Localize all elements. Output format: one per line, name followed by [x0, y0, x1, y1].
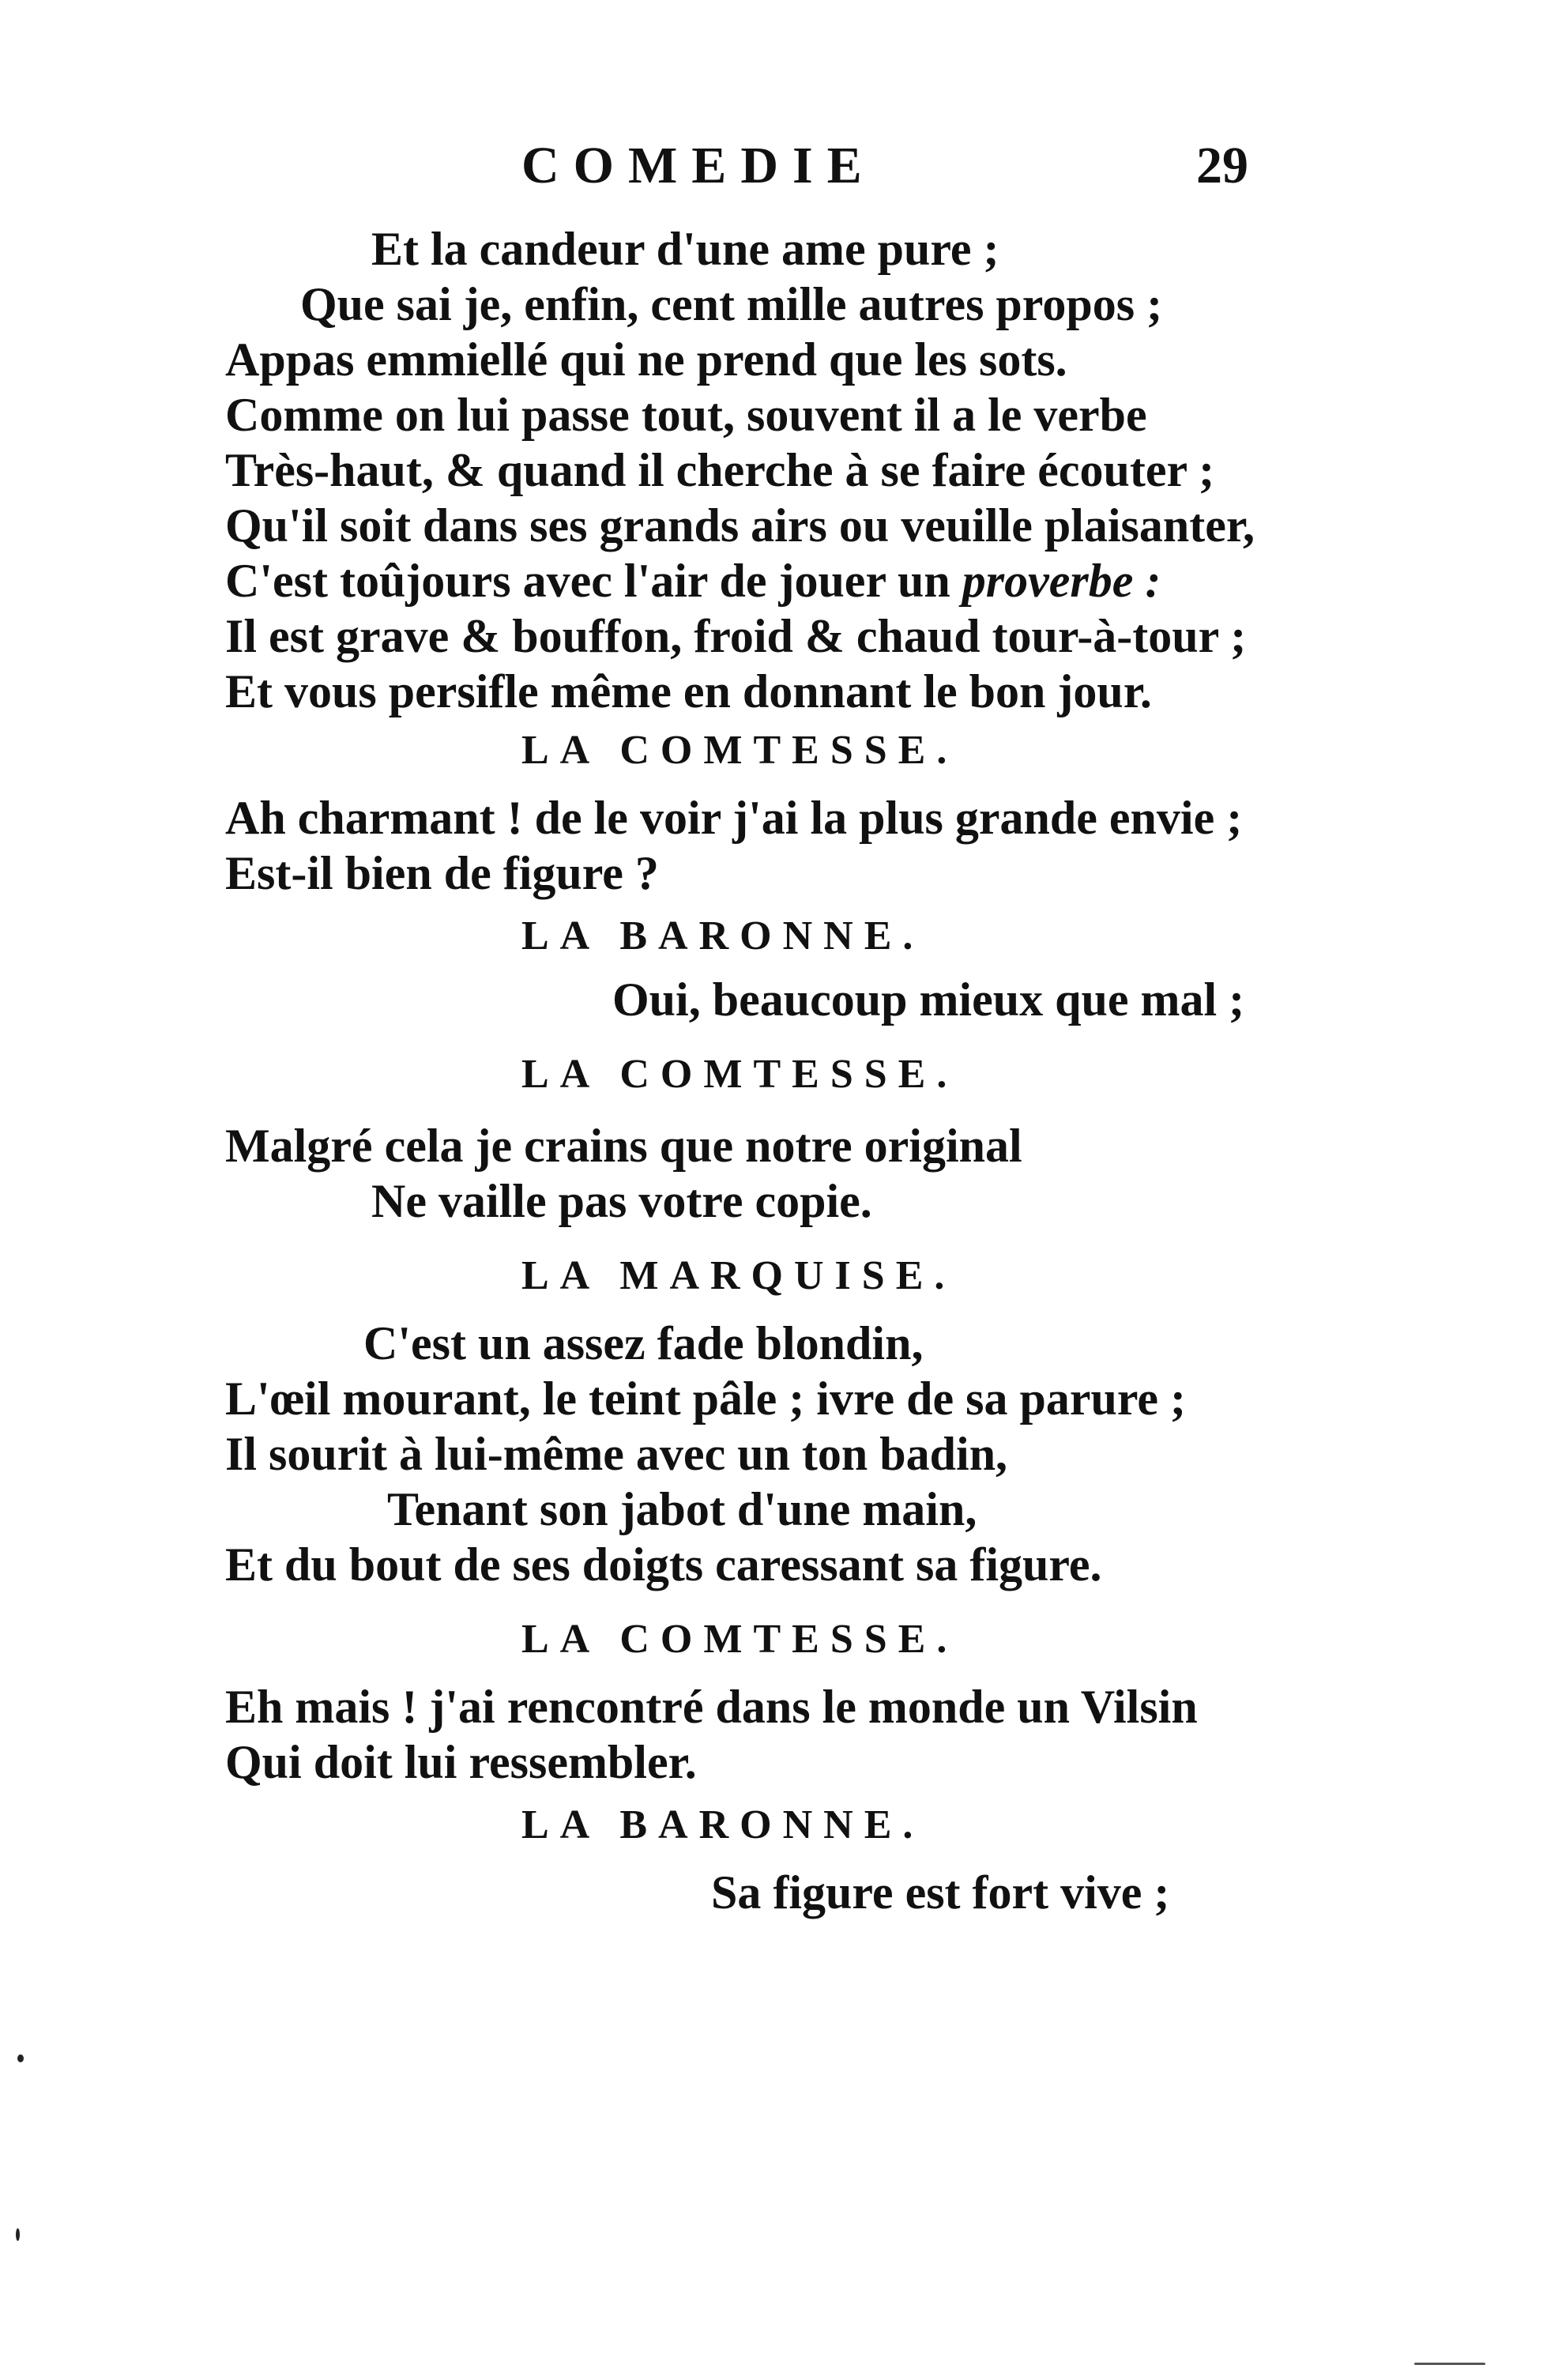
dialogue-line: L'œil mourant, le teint pâle ; ivre de sa parure ;	[225, 1373, 1186, 1425]
dialogue-line: Et du bout de ses doigts caressant sa figure.	[225, 1538, 1102, 1591]
ink-speck	[1414, 2363, 1485, 2365]
page-header	[490, 130, 1256, 201]
speaker-heading: LA COMTESSE.	[521, 1052, 958, 1097]
verse-line: Appas emmiellé qui ne prend que les sots.	[225, 333, 1067, 386]
dialogue-line: Malgré cela je crains que notre original	[225, 1120, 1022, 1172]
dialogue-line: Eh mais ! j'ai rencontré dans le monde un Vilsin	[225, 1681, 1198, 1733]
verse-line-italic: proverbe :	[962, 555, 1161, 607]
running-title: COMEDIE	[521, 137, 876, 194]
dialogue-line: Ah charmant ! de le voir j'ai la plus grande envie ;	[225, 792, 1243, 844]
verse-line-text: C'est toûjours avec l'air de jouer un	[225, 555, 962, 607]
verse-line: Et vous persifle même en donnant le bon jour.	[225, 665, 1152, 717]
dialogue-line: Est-il bien de figure ?	[225, 847, 659, 899]
dialogue-line: Qui doit lui ressembler.	[225, 1736, 697, 1788]
dialogue-line: Sa figure est fort vive ;	[711, 1866, 1170, 1919]
speaker-heading: LA COMTESSE.	[521, 1617, 958, 1662]
ink-speck	[16, 2228, 20, 2241]
dialogue-line: Oui, beaucoup mieux que mal ;	[612, 973, 1245, 1026]
verse-line: Très-haut, & quand il cherche à se faire écouter ;	[225, 444, 1215, 496]
speaker-heading: LA BARONNE.	[521, 913, 924, 958]
verse-line	[225, 553, 1161, 608]
verse-line: Qu'il soit dans ses grands airs ou veuille plaisanter,	[225, 499, 1255, 552]
dialogue-line: Il sourit à lui-même avec un ton badin,	[225, 1428, 1008, 1480]
speaker-heading: LA COMTESSE.	[521, 728, 958, 773]
dialogue-line: Ne vaille pas votre copie.	[371, 1175, 872, 1227]
verse-line: Que sai je, enfin, cent mille autres propos ;	[300, 278, 1163, 330]
verse-line: Il est grave & bouffon, froid & chaud tour-à-tour ;	[225, 610, 1247, 662]
ink-speck	[17, 2054, 24, 2062]
verse-line: Comme on lui passe tout, souvent il a le verbe	[225, 389, 1147, 441]
speaker-heading: LA MARQUISE.	[521, 1253, 956, 1298]
dialogue-line: C'est un assez fade blondin,	[363, 1317, 924, 1369]
speaker-heading: LA BARONNE.	[521, 1802, 924, 1847]
page-number: 29	[1196, 137, 1248, 194]
verse-line: Et la candeur d'une ame pure ;	[371, 223, 999, 275]
dialogue-line: Tenant son jabot d'une main,	[387, 1483, 977, 1535]
